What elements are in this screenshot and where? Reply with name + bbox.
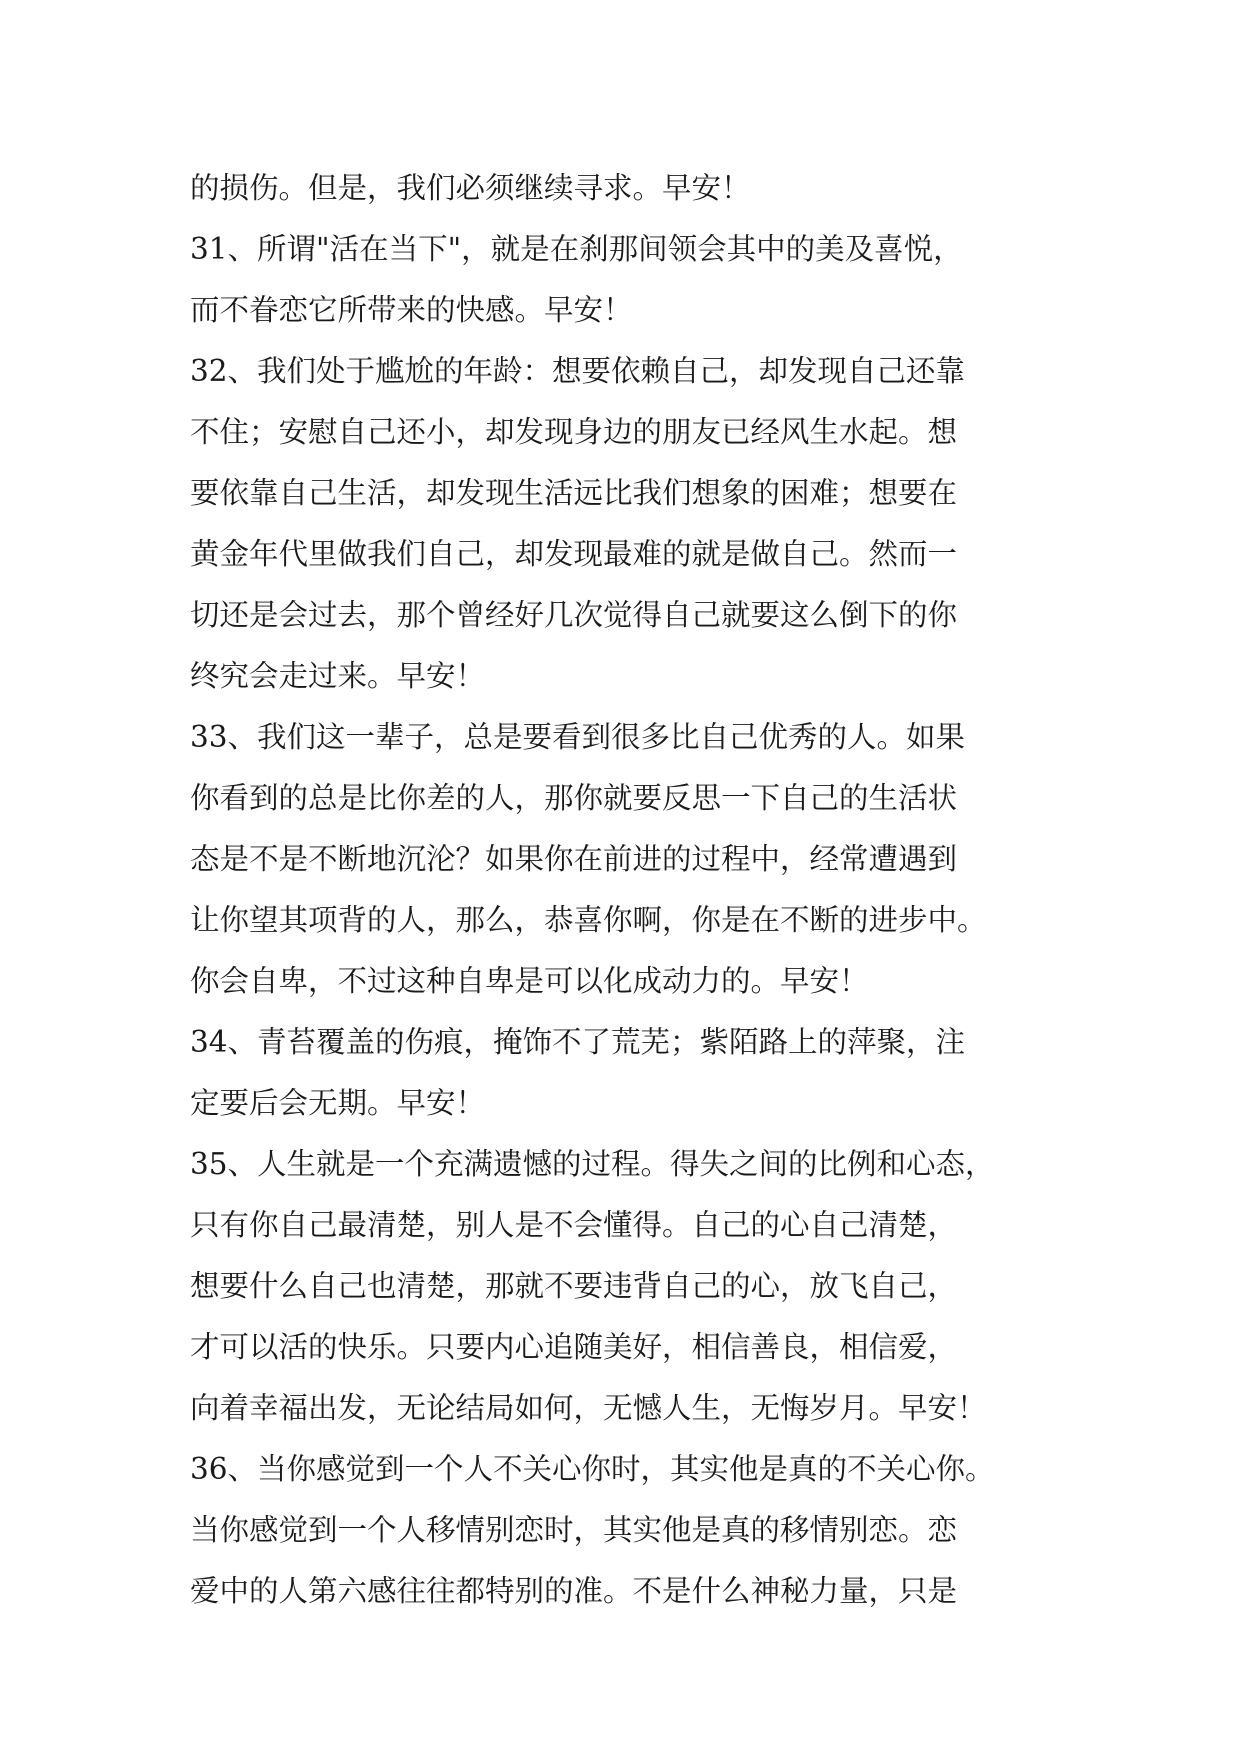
text-line: 当你感觉到一个人移情别恋时，其实他是真的移情别恋。恋: [190, 1513, 958, 1547]
text-line: 34、青苔覆盖的伤痕，掩饰不了荒芜；紫陌路上的萍聚，注: [190, 1025, 966, 1059]
text-line: 爱中的人第六感往往都特别的准。不是什么神秘力量，只是: [190, 1574, 958, 1608]
text-line: 32、我们处于尴尬的年龄：想要依赖自己，却发现自己还靠: [190, 354, 966, 388]
text-line: 你会自卑，不过这种自卑是可以化成动力的。早安！: [190, 964, 869, 998]
text-line: 的损伤。但是，我们必须继续寻求。早安！: [190, 171, 751, 205]
text-line: 不住；安慰自己还小，却发现身边的朋友已经风生水起。想: [190, 415, 958, 449]
text-line: 35、人生就是一个充满遗憾的过程。得失之间的比例和心态，: [190, 1147, 995, 1181]
text-line: 才可以活的快乐。只要内心追随美好，相信善良，相信爱，: [190, 1330, 958, 1364]
text-line: 态是不是不断地沉沦？如果你在前进的过程中，经常遭遇到: [190, 842, 958, 876]
text-line: 36、当你感觉到一个人不关心你时，其实他是真的不关心你。: [190, 1452, 995, 1486]
text-line: 31、所谓"活在当下"，就是在刹那间领会其中的美及喜悦，: [190, 232, 963, 266]
text-line: 想要什么自己也清楚，那就不要违背自己的心，放飞自己，: [190, 1269, 958, 1303]
text-line: 向着幸福出发，无论结局如何，无憾人生，无悔岁月。早安！: [190, 1391, 987, 1425]
text-line: 黄金年代里做我们自己，却发现最难的就是做自己。然而一: [190, 537, 958, 571]
text-line: 你看到的总是比你差的人，那你就要反思一下自己的生活状: [190, 781, 958, 815]
text-line: 切还是会过去，那个曾经好几次觉得自己就要这么倒下的你: [190, 598, 958, 632]
text-line: 要依靠自己生活，却发现生活远比我们想象的困难；想要在: [190, 476, 958, 510]
body-text: [190, 158, 1070, 1622]
text-line: 定要后会无期。早安！: [190, 1086, 486, 1120]
text-line: 终究会走过来。早安！: [190, 659, 486, 693]
text-line: 而不眷恋它所带来的快感。早安！: [190, 293, 633, 327]
text-line: 33、我们这一辈子，总是要看到很多比自己优秀的人。如果: [190, 720, 966, 754]
text-line: 让你望其项背的人，那么，恭喜你啊，你是在不断的进步中。: [190, 903, 987, 937]
text-line: 只有你自己最清楚，别人是不会懂得。自己的心自己清楚，: [190, 1208, 958, 1242]
